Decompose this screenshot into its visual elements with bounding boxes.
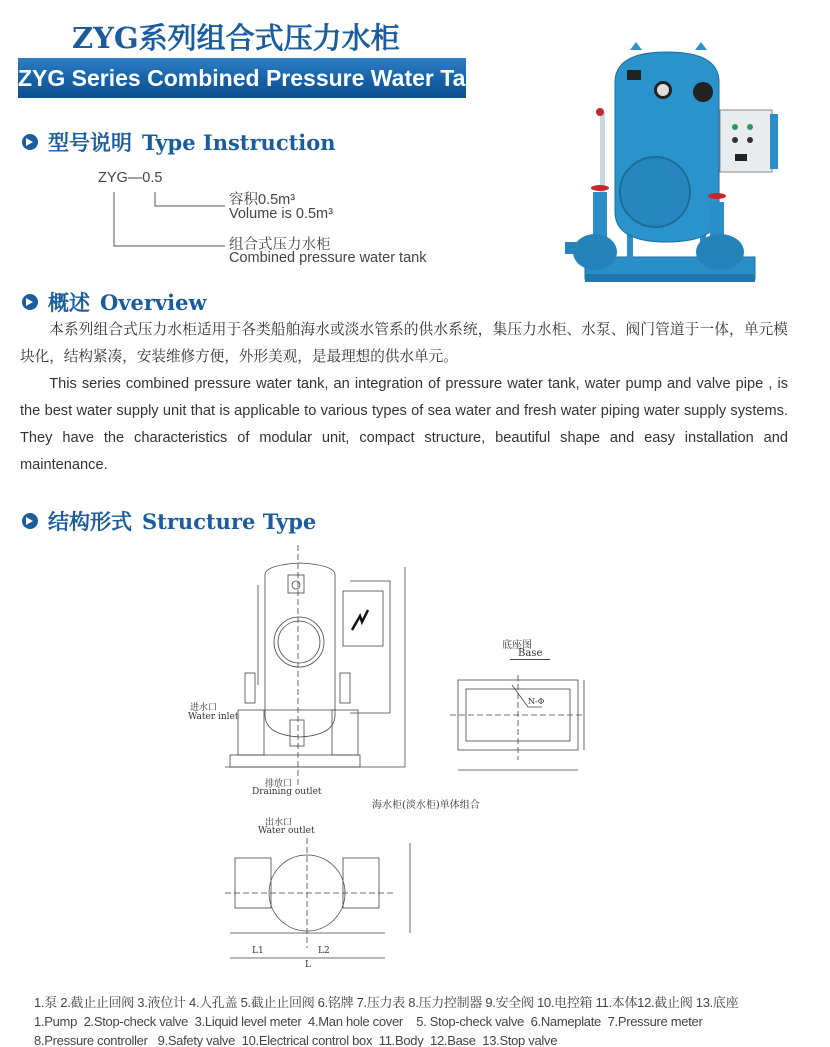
parts-legend	[34, 993, 738, 1047]
name-en: Combined pressure water tank	[229, 250, 427, 266]
name-cn: 组合式压力水柜	[229, 237, 331, 253]
legend-en-line1: 1.Pump 2.Stop-check valve 3.Liquid level meter 4.Man hole cover 5. Stop-check valve 6.Nameplate 7.Pressure meter	[34, 1014, 703, 1029]
drawing-caption: 海水柜(淡水柜)单体组合	[372, 800, 480, 811]
section-heading-type: 型号说明 Type Instruction	[22, 127, 336, 157]
legend-cn: 1.泵 2.截止止回阀 3.液位计 4.人孔盖 5.截止止回阀 6.铭牌 7.压力表 8.压力控制器 9.安全阀 10.电控箱 11.本体12.截止阀 13.底座	[34, 995, 739, 1010]
section-heading-overview: 概述 Overview	[22, 287, 207, 317]
overview-text	[20, 317, 788, 479]
legend-en-line2: 8.Pressure controller 9.Safety valve 10.Electrical control box 11.Body 12.Base 13.Stop valve	[34, 1033, 558, 1047]
base-title-en: Base	[510, 648, 550, 660]
base-drawing	[450, 675, 585, 785]
title-cn: ZYG系列组合式压力水柜	[72, 21, 400, 55]
dim-l: L	[305, 960, 311, 970]
dim-l2: L2	[318, 946, 330, 956]
arrow-circle-icon	[22, 513, 38, 529]
arrow-circle-icon	[22, 294, 38, 310]
outlet-en: Water outlet	[258, 826, 315, 836]
outlet-cn: 出水口	[265, 818, 293, 828]
inlet-en: Water inlet	[188, 712, 239, 722]
product-photo	[555, 42, 780, 307]
title-banner: ZYG Series Combined Pressure Water Tank	[18, 58, 466, 98]
arrow-circle-icon	[22, 134, 38, 150]
drain-en: Draining outlet	[252, 787, 322, 797]
inlet-cn: 进水口	[190, 703, 218, 713]
type-connector-lines	[110, 186, 230, 251]
base-title-cn: 底座图	[502, 640, 532, 651]
front-elevation-drawing	[200, 545, 430, 785]
drain-cn: 排放口	[265, 779, 293, 789]
dim-nd-holes: N-Φ	[528, 697, 545, 706]
top-view-drawing	[225, 838, 425, 978]
volume-cn: 容积0.5m³	[229, 192, 296, 208]
dim-l1: L1	[252, 946, 264, 956]
section-heading-structure: 结构形式 Structure Type	[22, 506, 316, 536]
model-code: ZYG—0.5	[98, 170, 163, 186]
overview-en: This series combined pressure water tank, an integration of pressure water tank, water pump and valve pipe , is the best water supply unit that is applicable to various types of sea water and fresh water piping water supply systems. They have the characteristics of modular unit, compact structure, beautiful shape and easy installation and maintenance.	[20, 376, 788, 473]
volume-en: Volume is 0.5m³	[229, 206, 333, 222]
overview-cn: 本系列组合式压力水柜适用于各类船舶海水或淡水管系的供水系统，集压力水柜、水泵、阀门管道于一体，单元模块化，结构紧凑，安装维修方便，外形美观，是最理想的供水单元。	[20, 322, 788, 365]
